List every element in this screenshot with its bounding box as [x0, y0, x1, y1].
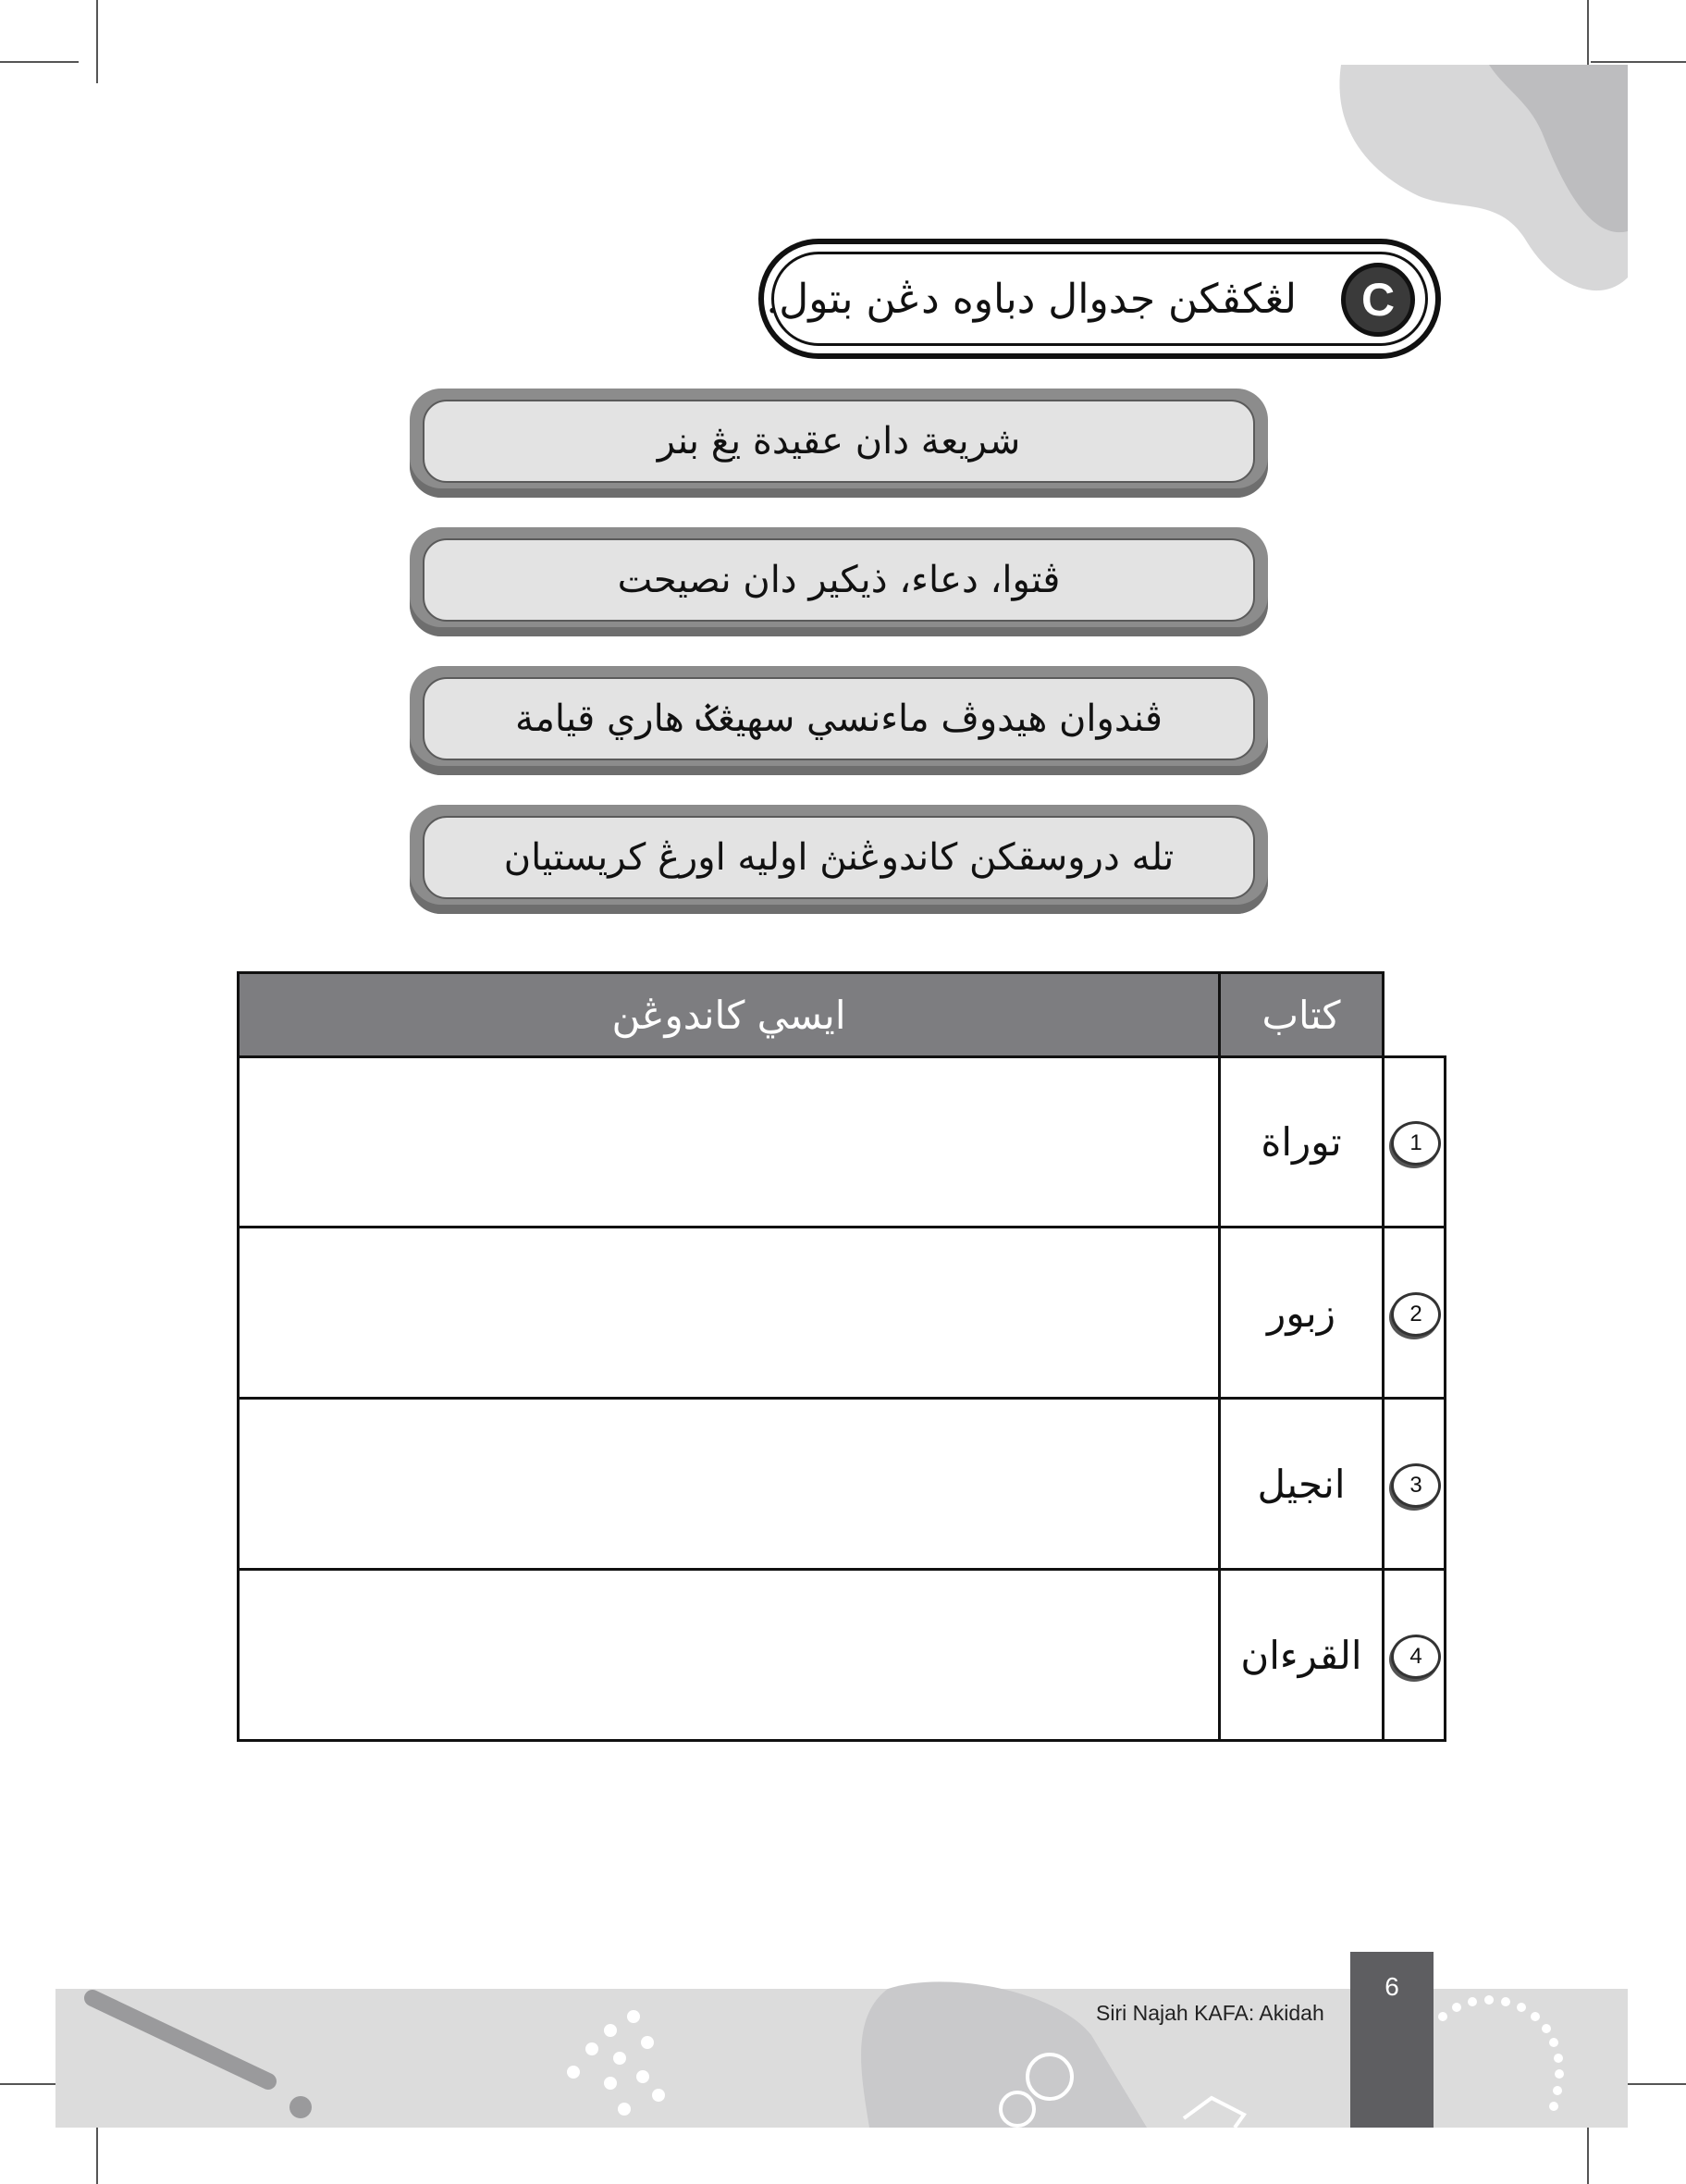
book-name: توراة	[1261, 1119, 1342, 1165]
row-number-badge: 1	[1391, 1121, 1441, 1166]
number-cell	[1382, 1568, 1446, 1742]
number-cell	[1382, 1397, 1446, 1571]
row-number-badge: 3	[1391, 1463, 1441, 1508]
number-cell	[1382, 1055, 1446, 1228]
series-title: Siri Najah KAFA: Akidah	[1096, 2001, 1324, 2025]
answer-cell[interactable]	[237, 1226, 1221, 1400]
option-card[interactable]	[410, 805, 1268, 914]
book-name: زبور	[1267, 1289, 1335, 1336]
book-cell	[1218, 1055, 1384, 1228]
book-cell	[1218, 1568, 1384, 1742]
book-cell	[1218, 1226, 1384, 1400]
header-content-label: ايسي كاندوڠن	[611, 992, 846, 1038]
option-text: تله دروسقكن كاندوڠنڽ اوليه اورڠ كريستيان	[423, 816, 1255, 899]
answer-cell[interactable]	[237, 1568, 1221, 1742]
table-header-content	[237, 971, 1221, 1058]
book-name: انجيل	[1257, 1461, 1346, 1507]
header-book-label: كتاب	[1261, 992, 1341, 1038]
page-number-tab	[1350, 1952, 1434, 2128]
section-badge: C	[1341, 263, 1415, 337]
option-text: ڤندوان هيدوڤ ماءنسي سهيڠݢ هاري قيامة	[423, 677, 1255, 760]
number-cell	[1382, 1226, 1446, 1400]
instruction-box	[758, 239, 1441, 359]
option-text: ڤتوا، دعاء، ذيكير دان نصيحت	[423, 538, 1255, 622]
answer-cell[interactable]	[237, 1397, 1221, 1571]
option-card[interactable]	[410, 666, 1268, 775]
answer-cell[interactable]	[237, 1055, 1221, 1228]
page-number: 6	[1384, 1972, 1399, 2001]
row-number-badge: 4	[1391, 1635, 1441, 1679]
book-name: القرءان	[1240, 1632, 1362, 1678]
row-number-badge: 2	[1391, 1292, 1441, 1337]
option-card[interactable]	[410, 389, 1268, 498]
table-header-book	[1218, 971, 1384, 1058]
crop-mark	[0, 61, 79, 63]
option-card[interactable]	[410, 527, 1268, 636]
option-text: شريعة دان عقيدة يڠ بنر	[423, 400, 1255, 483]
crop-mark	[96, 0, 98, 83]
book-cell	[1218, 1397, 1384, 1571]
instruction-text: لڠكڤكن جدوال دباوه دڠن بتول.	[766, 275, 1297, 323]
